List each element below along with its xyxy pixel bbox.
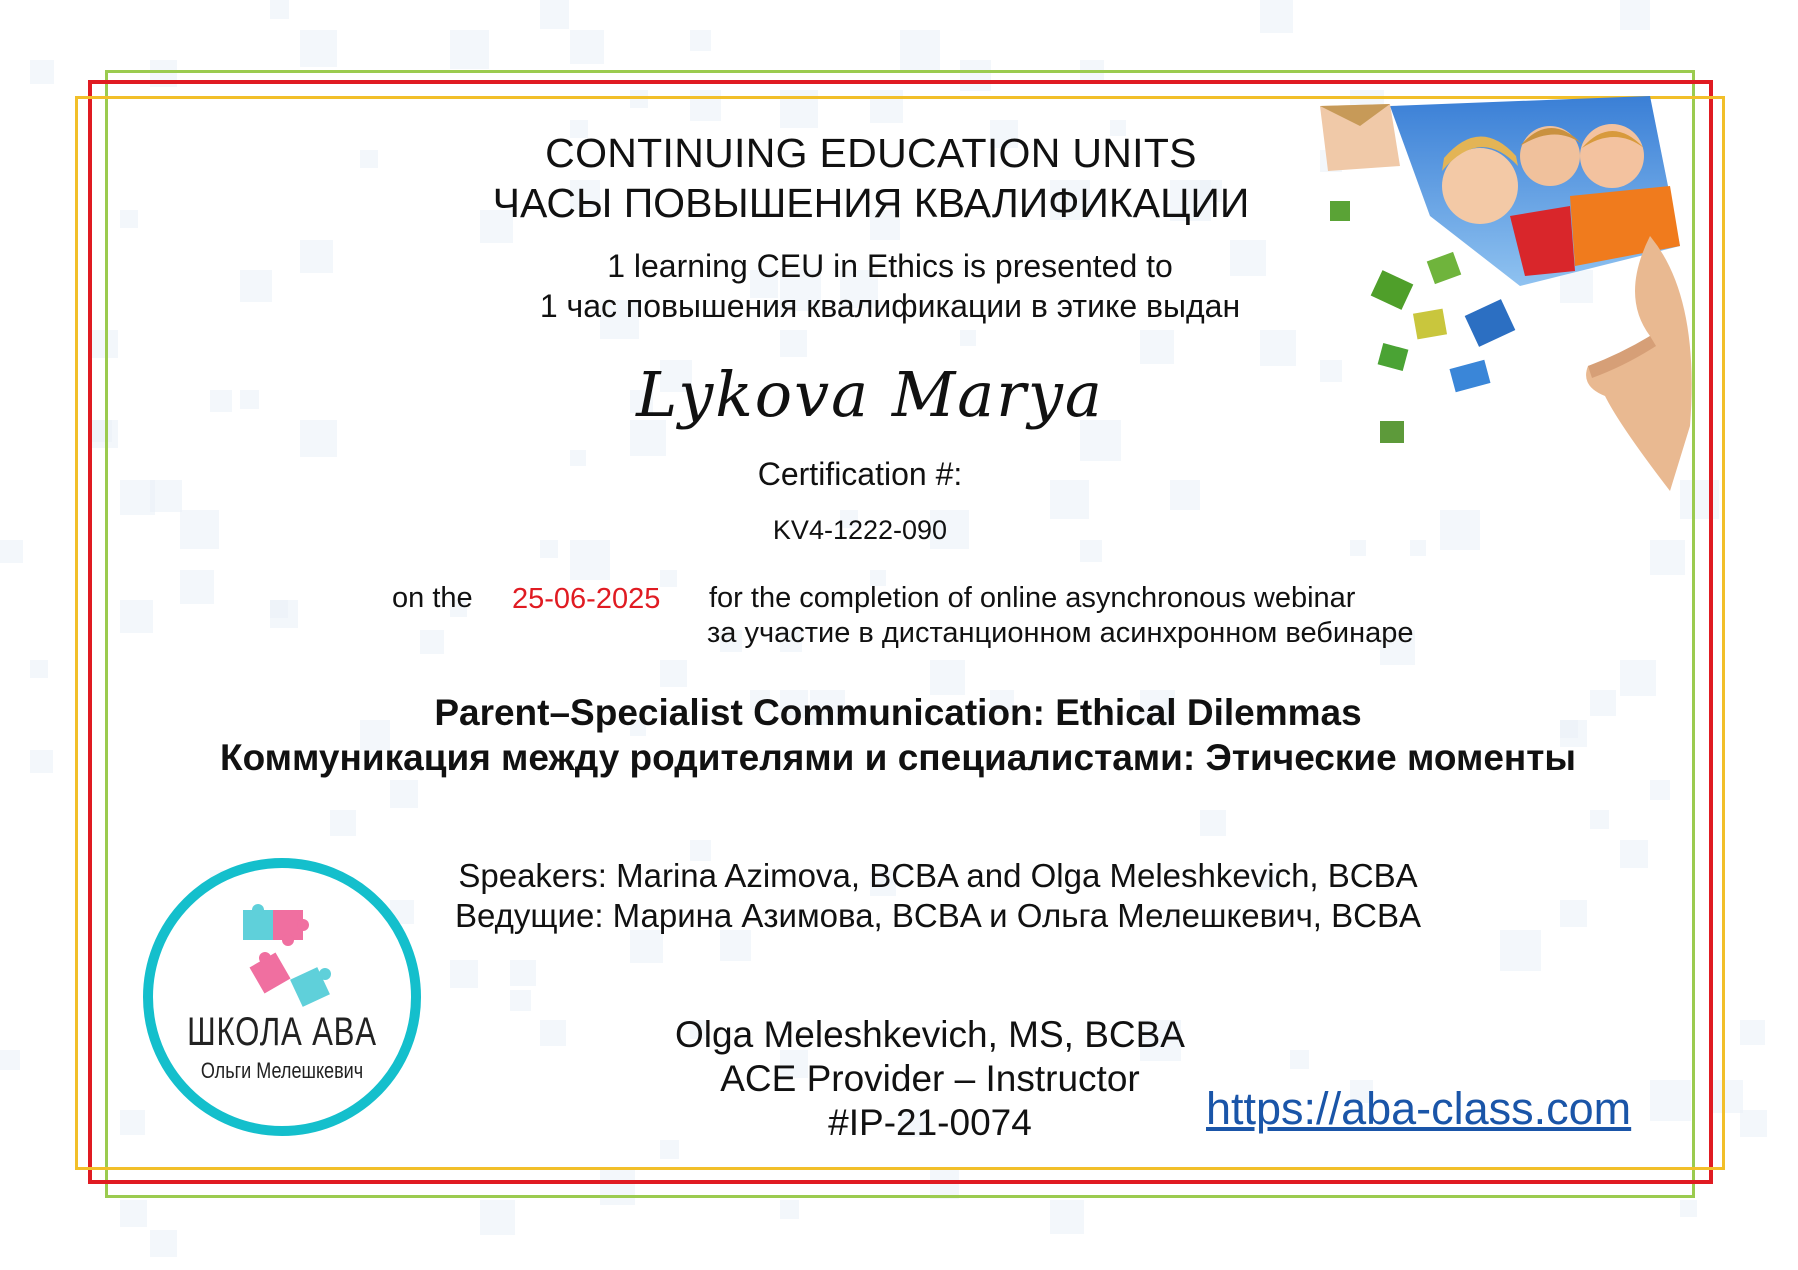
certification-number: KV4-1222-090: [772, 515, 948, 545]
title-russian: ЧАСЫ ПОВЫШЕНИЯ КВАЛИФИКАЦИИ: [492, 180, 1250, 226]
background-square: [150, 1230, 177, 1257]
on-the-label: on the: [392, 582, 473, 614]
background-square: [1620, 0, 1650, 30]
background-square: [1050, 1200, 1084, 1234]
background-square: [0, 1050, 20, 1070]
background-square: [120, 1200, 147, 1227]
completion-date: 25-06-2025: [512, 583, 661, 615]
course-title-english: Parent–Specialist Communication: Ethical Dilemmas: [434, 692, 1362, 733]
presented-to-english: 1 learning CEU in Ethics is presented to: [607, 248, 1173, 284]
background-square: [570, 30, 604, 64]
title-english: CONTINUING EDUCATION UNITS: [545, 130, 1197, 176]
provider-block: [630, 1013, 1230, 1145]
certification-label: Certification #:: [757, 456, 963, 492]
background-square: [480, 1200, 515, 1235]
background-square: [300, 30, 337, 67]
background-square: [270, 0, 289, 19]
background-square: [1740, 1110, 1767, 1137]
completion-english: for the completion of online asynchronous webinar: [709, 582, 1356, 614]
background-square: [780, 1200, 799, 1219]
completion-russian: за участие в дистанционном асинхронном вебинаре: [707, 617, 1414, 649]
background-square: [450, 30, 489, 69]
background-square: [1740, 1020, 1765, 1045]
background-square: [1680, 1200, 1697, 1217]
provider-id: #IP-21-0074: [828, 1102, 1032, 1143]
puzzle-pieces-icon: [153, 868, 411, 1126]
logo-owner-name: Ольги Мелешкевич: [200, 1058, 364, 1083]
presented-to-russian: 1 час повышения квалификации в этике выдан: [539, 288, 1241, 324]
provider-role: ACE Provider – Instructor: [720, 1058, 1140, 1099]
background-square: [30, 660, 48, 678]
provider-name: Olga Meleshkevich, MS, BCBA: [675, 1014, 1185, 1055]
speakers-english: Speakers: Marina Azimova, BCBA and Olga Meleshkevich, BCBA: [458, 857, 1418, 894]
speakers-russian: Ведущие: Марина Азимова, BCBA и Ольга Мелешкевич, BCBA: [455, 897, 1421, 934]
background-square: [690, 30, 711, 51]
background-square: [540, 0, 569, 29]
recipient-name: Lykova Marya: [636, 358, 1104, 431]
background-square: [30, 60, 54, 84]
website-link[interactable]: https://aba-class.com: [1206, 1083, 1632, 1134]
logo-school-name: ШКОЛА ABA: [187, 1010, 377, 1054]
background-square: [1260, 0, 1293, 33]
course-title-russian: Коммуникация между родителями и специалистами: Этические моменты: [219, 737, 1576, 778]
background-square: [900, 30, 940, 70]
school-logo: [143, 858, 421, 1136]
